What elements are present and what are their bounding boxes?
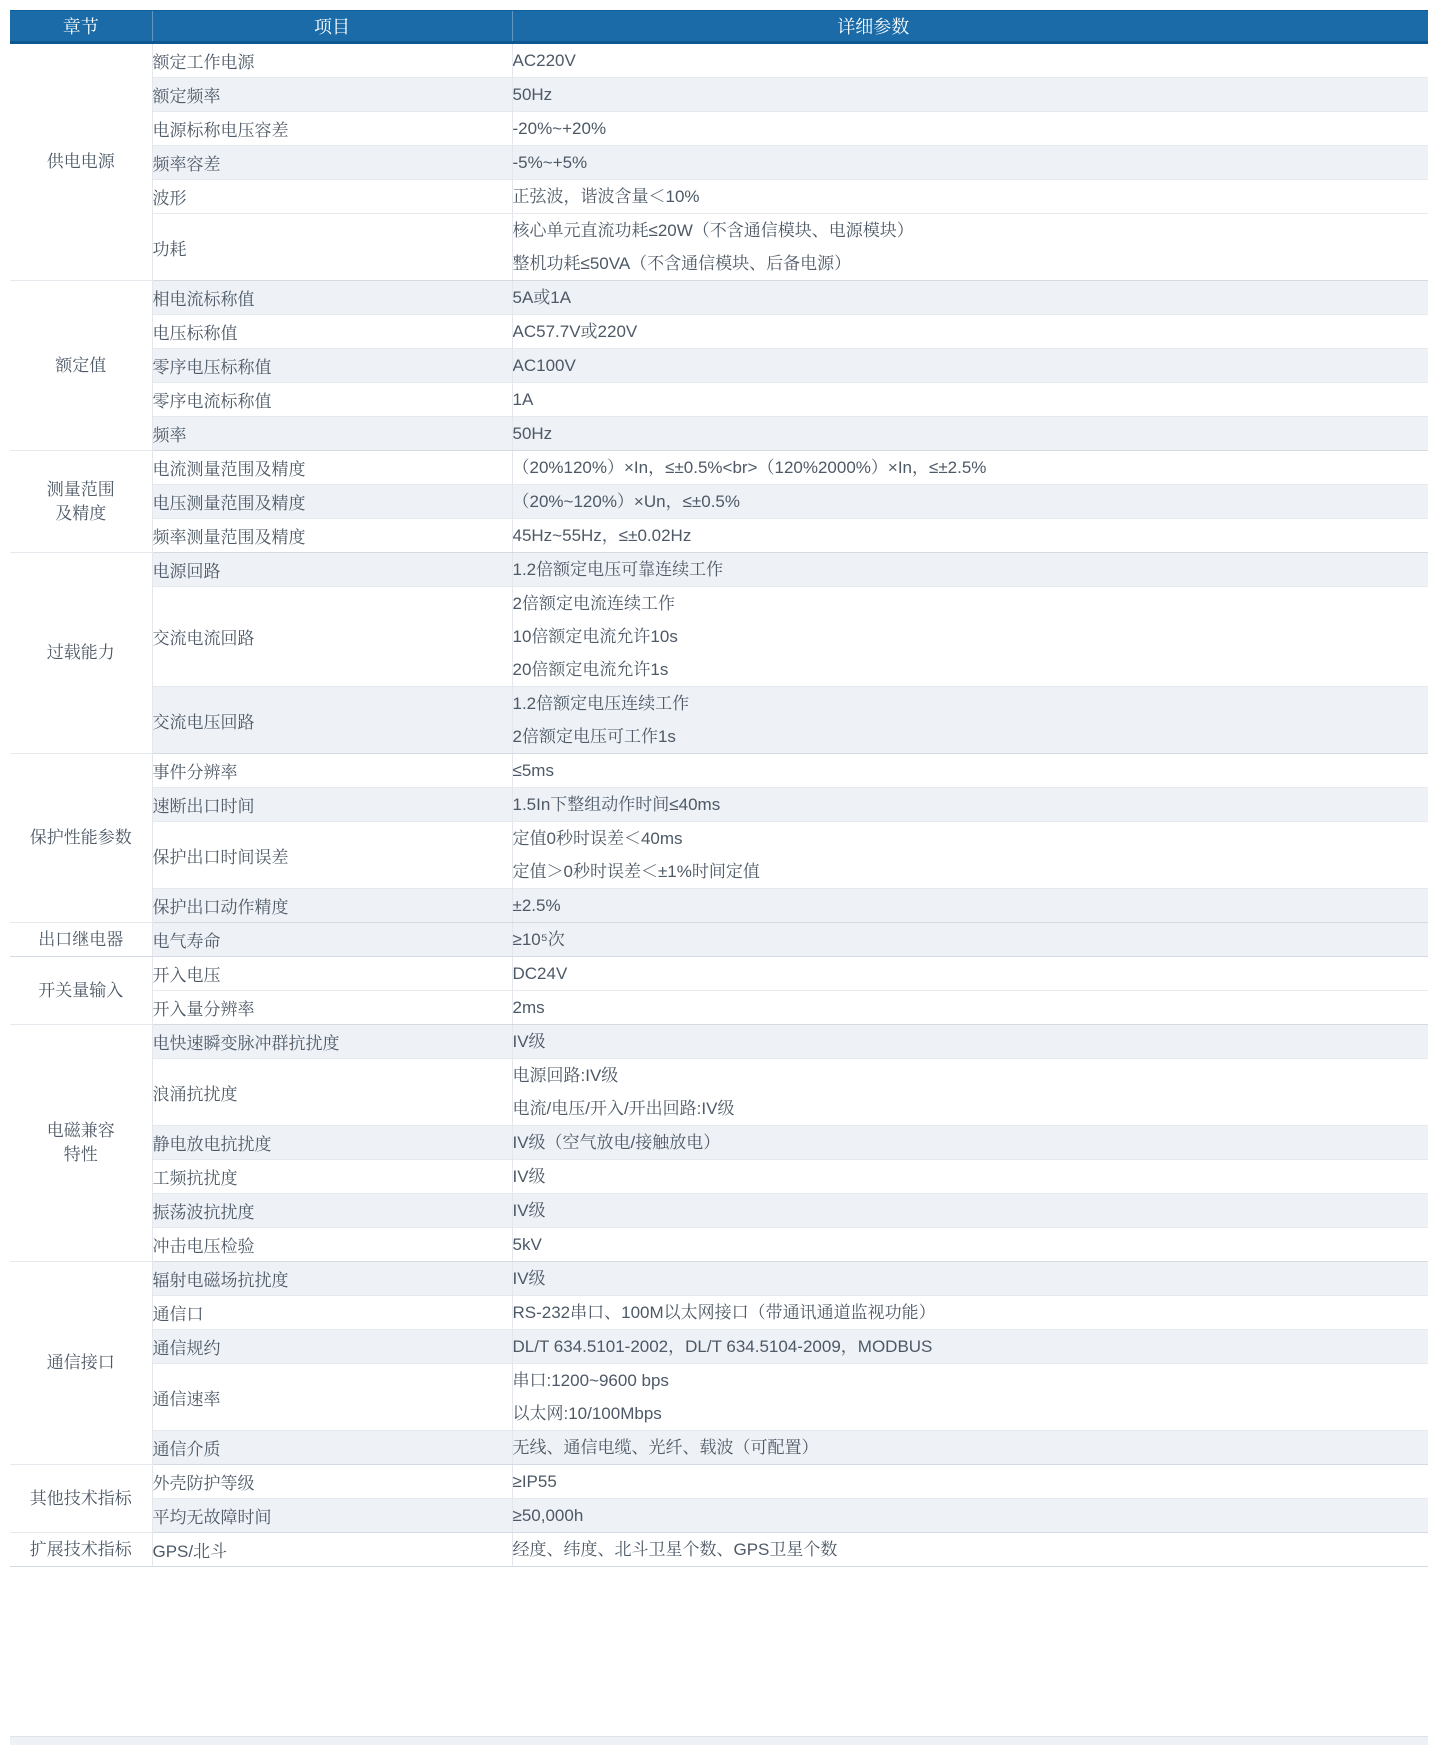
item-cell: 电压标称值 <box>152 315 512 349</box>
spec-table <box>10 10 1428 1567</box>
value-line: ≥50,000h <box>512 1506 584 1525</box>
value-line: DC24V <box>512 964 568 983</box>
value-cell <box>512 889 1428 923</box>
value-line: IV级 <box>512 1032 546 1051</box>
value-line: 50Hz <box>512 424 553 443</box>
header-row <box>10 11 1428 43</box>
item-cell: 外壳防护等级 <box>152 1465 512 1499</box>
value-cell <box>512 485 1428 519</box>
item-cell: 交流电流回路 <box>152 587 512 687</box>
chapter-label: 额定值 <box>55 355 107 375</box>
table-row <box>10 315 1428 349</box>
item-cell: 电源标称电压容差 <box>152 112 512 146</box>
table-row <box>10 43 1428 78</box>
value-cell <box>512 180 1428 214</box>
value-line: 2ms <box>512 998 545 1017</box>
value-line: 串口:1200~9600 bps <box>512 1371 669 1390</box>
chapter-label: 扩展技术指标 <box>29 1539 132 1559</box>
value-cell <box>512 519 1428 553</box>
value-line: 10倍额定电流允许10s <box>512 627 678 646</box>
value-cell <box>512 1059 1428 1126</box>
item-cell: 保护出口动作精度 <box>152 889 512 923</box>
value-cell <box>512 1160 1428 1194</box>
value-cell <box>512 923 1428 957</box>
chapter-label: 测量范围 <box>46 479 115 499</box>
table-row <box>10 1025 1428 1059</box>
item-cell: 频率容差 <box>152 146 512 180</box>
value-cell <box>512 1533 1428 1567</box>
value-cell <box>512 991 1428 1025</box>
table-row <box>10 146 1428 180</box>
value-cell <box>512 1296 1428 1330</box>
table-row <box>10 754 1428 788</box>
value-line: 定值＞0秒时误差＜±1%时间定值 <box>512 862 760 881</box>
item-cell: 辐射电磁场抗扰度 <box>152 1262 512 1296</box>
value-line: 5A或1A <box>512 288 572 307</box>
value-line: 定值0秒时误差＜40ms <box>512 829 683 848</box>
table-row <box>10 1059 1428 1126</box>
value-line: 5kV <box>512 1235 542 1254</box>
chapter-label: 其他技术指标 <box>29 1488 132 1508</box>
table-row <box>10 687 1428 754</box>
table-row <box>10 788 1428 822</box>
table-row <box>10 180 1428 214</box>
table-row <box>10 1330 1428 1364</box>
chapter-cell <box>10 1533 152 1567</box>
item-cell: 零序电流标称值 <box>152 383 512 417</box>
item-cell: 速断出口时间 <box>152 788 512 822</box>
chapter-cell <box>10 1465 152 1533</box>
value-cell <box>512 214 1428 281</box>
table-row <box>10 1126 1428 1160</box>
table-row <box>10 1533 1428 1567</box>
value-cell <box>512 349 1428 383</box>
item-cell: 额定频率 <box>152 78 512 112</box>
table-row <box>10 417 1428 451</box>
value-cell <box>512 1364 1428 1431</box>
value-line: AC100V <box>512 356 576 375</box>
value-line: IV级 <box>512 1201 546 1220</box>
table-row <box>10 1364 1428 1431</box>
value-line: 2倍额定电压可工作1s <box>512 727 676 746</box>
value-cell <box>512 1228 1428 1262</box>
value-cell <box>512 788 1428 822</box>
value-cell <box>512 451 1428 485</box>
value-line: AC220V <box>512 51 576 70</box>
value-cell <box>512 587 1428 687</box>
value-line: 经度、纬度、北斗卫星个数、GPS卫星个数 <box>512 1540 838 1559</box>
chapter-label: 通信接口 <box>46 1353 115 1372</box>
value-cell <box>512 1431 1428 1465</box>
value-cell <box>512 1262 1428 1296</box>
value-line: IV级（空气放电/接触放电） <box>512 1133 721 1152</box>
table-row <box>10 112 1428 146</box>
value-line: ≥10⁵次 <box>512 930 565 949</box>
table-row <box>10 383 1428 417</box>
chapter-cell <box>10 43 152 281</box>
item-cell: 相电流标称值 <box>152 281 512 315</box>
value-cell <box>512 78 1428 112</box>
item-cell: 平均无故障时间 <box>152 1499 512 1533</box>
item-cell: 振荡波抗扰度 <box>152 1194 512 1228</box>
value-cell <box>512 383 1428 417</box>
table-row <box>10 1194 1428 1228</box>
value-line: AC57.7V或220V <box>512 322 638 341</box>
value-cell <box>512 281 1428 315</box>
value-cell <box>512 553 1428 587</box>
chapter-label: 开关量输入 <box>38 980 124 1000</box>
table-row <box>10 349 1428 383</box>
value-cell <box>512 43 1428 78</box>
item-cell: 电压测量范围及精度 <box>152 485 512 519</box>
chapter-label: 及精度 <box>55 503 107 523</box>
table-row <box>10 1160 1428 1194</box>
value-line: 50Hz <box>512 85 553 104</box>
chapter-cell <box>10 1025 152 1262</box>
table-row <box>10 1262 1428 1296</box>
table-row <box>10 1431 1428 1465</box>
value-cell <box>512 957 1428 991</box>
value-line: 1A <box>512 390 534 409</box>
item-cell: 静电放电抗扰度 <box>152 1126 512 1160</box>
value-cell <box>512 1025 1428 1059</box>
item-cell: GPS/北斗 <box>152 1533 512 1567</box>
value-cell <box>512 417 1428 451</box>
value-cell <box>512 146 1428 180</box>
value-cell <box>512 687 1428 754</box>
value-line: 整机功耗≤50VA（不含通信模块、后备电源） <box>512 254 852 273</box>
item-cell: 额定工作电源 <box>152 43 512 78</box>
item-cell: 保护出口时间误差 <box>152 822 512 889</box>
item-column-header: 项目 <box>152 11 512 43</box>
item-cell: 浪涌抗扰度 <box>152 1059 512 1126</box>
table-row <box>10 957 1428 991</box>
item-cell: 电快速瞬变脉冲群抗扰度 <box>152 1025 512 1059</box>
item-cell: 通信速率 <box>152 1364 512 1431</box>
value-cell <box>512 112 1428 146</box>
value-cell <box>512 1465 1428 1499</box>
item-cell: 电气寿命 <box>152 923 512 957</box>
chapter-cell <box>10 957 152 1025</box>
value-line: DL/T 634.5101-2002，DL/T 634.5104-2009，MODBUS <box>512 1337 933 1356</box>
table-row <box>10 1228 1428 1262</box>
chapter-label: 特性 <box>63 1145 98 1164</box>
item-cell: 频率 <box>152 417 512 451</box>
table-row <box>10 485 1428 519</box>
value-line: IV级 <box>512 1269 546 1288</box>
chapter-cell <box>10 923 152 957</box>
item-cell: 电流测量范围及精度 <box>152 451 512 485</box>
table-row <box>10 281 1428 315</box>
value-line: （20%120%）×In，≤±0.5%<br>（120%2000%）×In，≤±2.5% <box>512 458 987 477</box>
item-cell: 通信介质 <box>152 1431 512 1465</box>
item-cell: 功耗 <box>152 214 512 281</box>
table-row <box>10 822 1428 889</box>
item-cell: 通信口 <box>152 1296 512 1330</box>
item-cell: 开入电压 <box>152 957 512 991</box>
value-line: 1.2倍额定电压连续工作 <box>512 694 690 713</box>
value-line: IV级 <box>512 1167 546 1186</box>
item-cell: 通信规约 <box>152 1330 512 1364</box>
table-row <box>10 1296 1428 1330</box>
value-line: 电源回路:IV级 <box>512 1066 619 1085</box>
item-cell: 冲击电压检验 <box>152 1228 512 1262</box>
chapter-cell <box>10 754 152 923</box>
chapter-label: 出口继电器 <box>38 929 124 949</box>
table-row <box>10 1465 1428 1499</box>
table-row <box>10 991 1428 1025</box>
value-line: 1.2倍额定电压可靠连续工作 <box>512 560 724 579</box>
value-line: 核心单元直流功耗≤20W（不含通信模块、电源模块） <box>512 221 914 240</box>
value-line: ≥IP55 <box>512 1472 557 1491</box>
value-line: 无线、通信电缆、光纤、载波（可配置） <box>512 1438 819 1457</box>
value-cell <box>512 754 1428 788</box>
value-line: 1.5In下整组动作时间≤40ms <box>512 795 721 814</box>
item-cell: 波形 <box>152 180 512 214</box>
item-cell: 事件分辨率 <box>152 754 512 788</box>
chapter-cell <box>10 553 152 754</box>
value-line: （20%~120%）×Un，≤±0.5% <box>512 492 740 511</box>
params-column-header: 详细参数 <box>512 11 1428 43</box>
item-cell: 零序电压标称值 <box>152 349 512 383</box>
value-line: RS-232串口、100M以太网接口（带通讯通道监视功能） <box>512 1303 936 1322</box>
table-row <box>10 889 1428 923</box>
table-row <box>10 587 1428 687</box>
table-header <box>10 11 1428 43</box>
chapter-label: 电磁兼容 <box>46 1121 115 1140</box>
chapter-cell <box>10 1262 152 1465</box>
table-row <box>10 214 1428 281</box>
table-row <box>10 553 1428 587</box>
value-line: -20%~+20% <box>512 119 607 138</box>
table-body <box>10 43 1428 1567</box>
item-cell: 频率测量范围及精度 <box>152 519 512 553</box>
item-cell: 开入量分辨率 <box>152 991 512 1025</box>
item-cell: 交流电压回路 <box>152 687 512 754</box>
chapter-label: 供电电源 <box>46 152 115 171</box>
value-line: 20倍额定电流允许1s <box>512 660 669 679</box>
table-row <box>10 519 1428 553</box>
chapter-cell <box>10 451 152 553</box>
value-line: 2倍额定电流连续工作 <box>512 594 675 613</box>
value-line: ±2.5% <box>512 896 561 915</box>
value-line: 45Hz~55Hz，≤±0.02Hz <box>512 526 692 545</box>
table-row <box>10 78 1428 112</box>
value-cell <box>512 1194 1428 1228</box>
value-line: ≤5ms <box>512 761 554 780</box>
value-line: 正弦波，谐波含量＜10% <box>512 187 700 206</box>
value-cell <box>512 315 1428 349</box>
table-row <box>10 923 1428 957</box>
chapter-label: 保护性能参数 <box>29 828 132 847</box>
table-row <box>10 451 1428 485</box>
chapter-label: 过载能力 <box>46 643 115 662</box>
value-line: 以太网:10/100Mbps <box>512 1404 662 1423</box>
table-row <box>10 1499 1428 1533</box>
value-cell <box>512 822 1428 889</box>
chapter-column-header: 章节 <box>10 11 152 43</box>
value-line: -5%~+5% <box>512 153 588 172</box>
item-cell: 工频抗扰度 <box>152 1160 512 1194</box>
value-cell <box>512 1499 1428 1533</box>
chapter-cell <box>10 281 152 451</box>
value-line: 电流/电压/开入/开出回路:IV级 <box>512 1099 735 1118</box>
item-cell: 电源回路 <box>152 553 512 587</box>
value-cell <box>512 1126 1428 1160</box>
value-cell <box>512 1330 1428 1364</box>
